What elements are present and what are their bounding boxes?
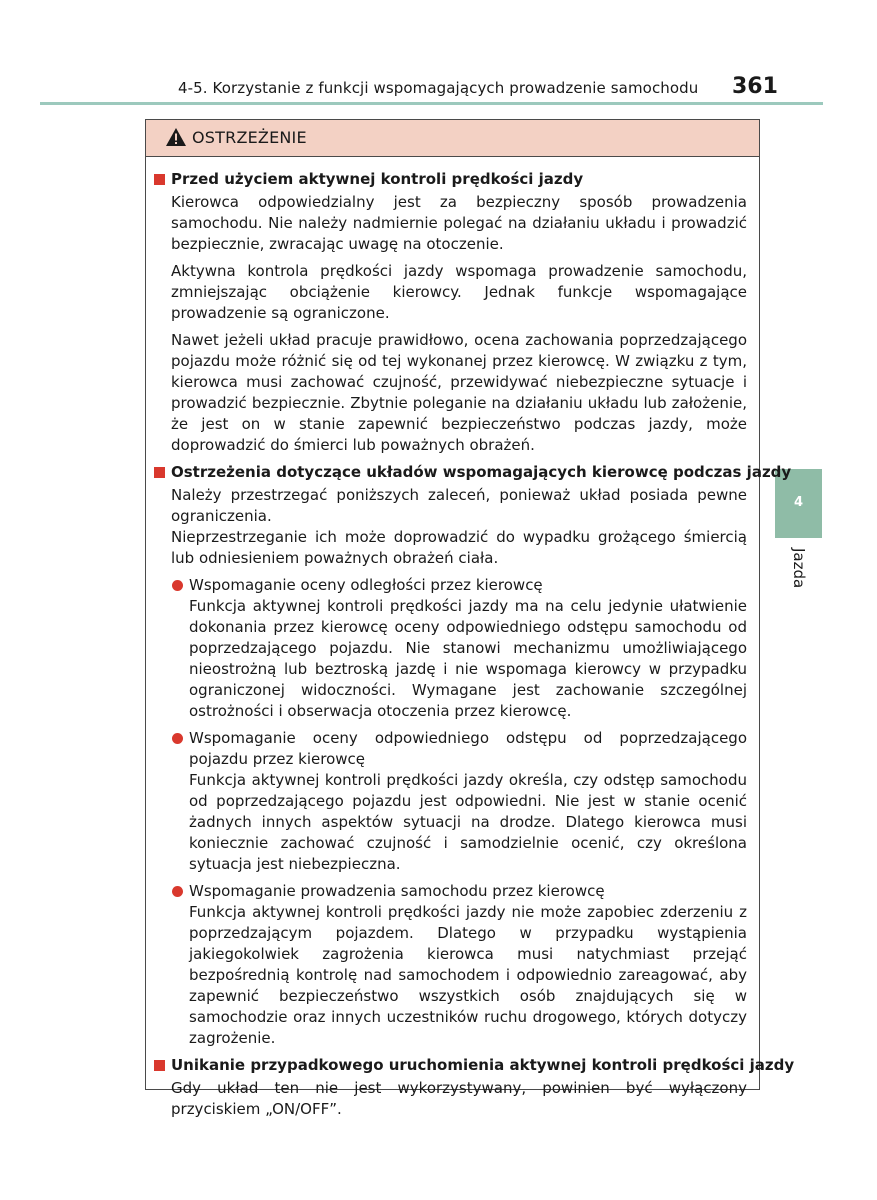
header-divider: [40, 102, 823, 105]
paragraph: Należy przestrzegać poniższych zaleceń, ponieważ układ posiada pewne ograniczenia.: [171, 486, 747, 525]
paragraph: Nawet jeżeli układ pracuje prawidłowo, ocena zachowania poprzedzającego pojazdu może różnić się od tej wykonanej przez kierowcę. W związku z tym, kierowca musi zachować czujność, przewidywać niebezpieczne sytuacje i prowadzić bezpiecznie. Zbytnie poleganie na działaniu układu lub założenie, że jest on w stanie zapewnić bezpieczeństwo podczas jazdy, może doprowadzić do śmierci lub poważnych obrażeń.: [171, 331, 747, 454]
page-number: 361: [732, 74, 778, 99]
warning-content: [146, 169, 795, 1126]
red-circle-bullet-icon: [172, 886, 183, 897]
section-heading-text: Unikanie przypadkowego uruchomienia aktywnej kontroli prędkości jazdy: [171, 1056, 795, 1074]
bullet-title: Wspomaganie prowadzenia samochodu przez kierowcę: [189, 882, 605, 900]
chapter-number: 4: [793, 495, 804, 510]
red-circle-bullet-icon: [172, 580, 183, 591]
bullet-title: Wspomaganie oceny odległości przez kierowcę: [189, 576, 543, 594]
red-square-bullet-icon: [154, 1060, 165, 1071]
paragraph: Kierowca odpowiedzialny jest za bezpieczny sposób prowadzenia samochodu. Nie należy nadmiernie polegać na działaniu układu i prowadzić bezpiecznie, zwracając uwagę na otoczenie.: [171, 193, 747, 253]
section-heading-text: Ostrzeżenia dotyczące układów wspomagających kierowcę podczas jazdy: [171, 463, 792, 481]
warning-box: [145, 119, 795, 1118]
red-square-bullet-icon: [154, 174, 165, 185]
paragraph: Aktywna kontrola prędkości jazdy wspomaga prowadzenie samochodu, zmniejszając obciążenie kierowcy. Jednak funkcje wspomagające prowadzenie są ograniczone.: [171, 262, 747, 322]
paragraph: Gdy układ ten nie jest wykorzystywany, powinien być wyłączony przyciskiem „ON/OFF”.: [171, 1079, 747, 1118]
bullet-item: [146, 575, 759, 722]
bullet-item: [146, 728, 759, 875]
section-heading: [146, 462, 792, 483]
bullet-body: Funkcja aktywnej kontroli prędkości jazdy nie może zapobiec zderzeniu z poprzedzającym pojazdem. Dlatego w przypadku wystąpienia jakiegokolwiek zagrożenia kierowca musi natychmiast przejąć bezpośrednią kontrolę nad samochodem i odpowiednio zareagować, aby zapewnić bezpieczeństwo wszystkich osób znajdujących się w samochodzie oraz innych uczestników ruchu drogowego, których dotyczy zagrożenie.: [189, 903, 747, 1047]
warning-title: OSTRZEŻENIE: [192, 128, 307, 147]
bullet-body: Funkcja aktywnej kontroli prędkości jazdy określa, czy odstęp samochodu od poprzedzającego pojazdu jest odpowiedni. Nie jest w stanie ocenić żadnych innych aspektów sytuacji na drodze. Dlatego kierowca musi koniecznie zachować czujność i samodzielnie ocenić, czy określona sytuacja jest niebezpieczna.: [189, 771, 747, 873]
bullet-body: Funkcja aktywnej kontroli prędkości jazdy ma na celu jedynie ułatwienie dokonania przez kierowcę oceny odpowiedniego odstępu samochodu od poprzedzającego pojazdu. Nie stanowi mechanizmu umożliwiającego nieostrożną lub beztroską jazdę i nie wspomaga kierowcy w przypadku ograniczonej widoczności. Wymagane jest zachowanie szczególnej ostrożności i obserwacja otoczenia przez kierowcę.: [189, 597, 747, 720]
section-heading-text: Przed użyciem aktywnej kontroli prędkości jazdy: [171, 170, 584, 188]
warning-header: [146, 120, 759, 157]
red-circle-bullet-icon: [172, 733, 183, 744]
chapter-title: 4-5. Korzystanie z funkcji wspomagających prowadzenie samochodu: [178, 79, 699, 97]
red-square-bullet-icon: [154, 467, 165, 478]
paragraph: Nieprzestrzeganie ich może doprowadzić do wypadku grożącego śmiercią lub odniesieniem poważnych obrażeń ciała.: [171, 528, 747, 567]
section-heading: [146, 169, 759, 190]
bullet-title: Wspomaganie oceny odpowiedniego odstępu od poprzedzającego pojazdu przez kierowcę: [189, 729, 747, 768]
bullet-item: [146, 881, 759, 1049]
warning-triangle-icon: [165, 127, 187, 147]
section-heading: [146, 1055, 795, 1076]
chapter-side-label: Jazda: [790, 548, 808, 589]
